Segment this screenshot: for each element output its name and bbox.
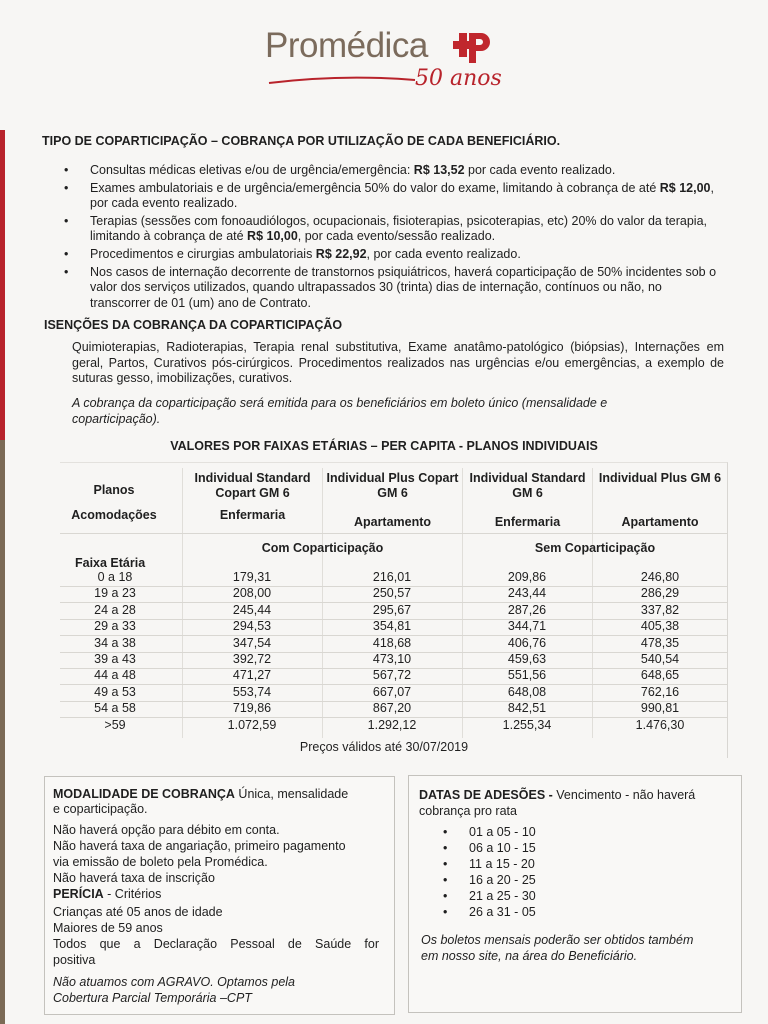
adesoes-line: cobrança pro rata <box>419 804 517 818</box>
list-item: • 11 a 15 - 20 <box>443 856 536 872</box>
isencoes-title: ISENÇÕES DA COBRANÇA DA COPARTICIPAÇÃO <box>44 318 343 332</box>
coparticipacao-list <box>62 163 724 313</box>
list-item: • 26 a 31 - 05 <box>443 904 536 920</box>
adesoes-dates <box>443 824 536 920</box>
group-sem-coparticipacao: Sem Coparticipação <box>534 541 656 555</box>
faixa-etaria-cell: 29 a 33 <box>94 619 136 634</box>
row-divider <box>60 652 727 653</box>
price-cell: 286,29 <box>640 586 680 601</box>
logo-swoosh <box>267 72 417 86</box>
logo-cross-icon <box>453 30 491 66</box>
header-divider <box>60 533 727 534</box>
plan-name: Individual Plus GM 6 <box>598 471 722 485</box>
row-divider <box>60 619 727 620</box>
list-item: • Procedimentos e cirurgias ambulatoriais R$ 22,92, por cada evento realizado. <box>62 247 724 263</box>
price-cell: 540,54 <box>640 652 680 666</box>
taxa-note: via emissão de boleto pela Promédica. <box>53 855 268 869</box>
faixa-etaria-cell: 49 a 53 <box>94 684 136 699</box>
group-com-coparticipacao: Com Coparticipação <box>261 541 384 555</box>
price-cell: 990,81 <box>640 701 680 716</box>
adesoes-box: DATAS DE ADESÕES - Vencimento - não haverá cobrança pro rata Os boletos mensais poderão ser obtidos também em nosso site, na área do Beneficiário. <box>408 775 742 1013</box>
pericia-title: PERÍCIA <box>53 887 104 901</box>
list-item: • 16 a 20 - 25 <box>443 872 536 888</box>
list-item: • Terapias (sessões com fonoaudiólogos, ocupacionais, fisioterapias, psicoterapias, etc) 20% do valor da terapia, limitando à cobrança de até R$ 10,00, por cada evento/sessão realizado. <box>62 214 724 245</box>
faixa-etaria-cell: 19 a 23 <box>94 586 136 601</box>
price-cell: 842,51 <box>507 701 547 716</box>
isencoes-text: Quimioterapias, Radioterapias, Terapia renal substitutiva, Exame anatâmo-patológico (biópsias), Internações em geral, Partos, Curativos pós-cirúrgicos. Procedimentos realizados nas urgências e/ou emergências, a exemplo de suturas gesso, imobilizações, curativos. <box>72 340 724 386</box>
price-cell: 294,53 <box>232 619 272 634</box>
plan-name: Individual Standard Copart GM 6 <box>194 471 311 500</box>
modalidade-title: MODALIDADE DE COBRANÇA <box>53 787 235 801</box>
price-cell: 392,72 <box>232 652 272 666</box>
row-divider <box>60 684 727 685</box>
promedica-logo <box>265 26 505 96</box>
modalidade-line: e coparticipação. <box>53 802 148 816</box>
price-cell: 406,76 <box>507 635 547 650</box>
faixa-etaria-cell: 34 a 38 <box>94 635 136 650</box>
price-cell: 216,01 <box>372 570 412 584</box>
faixa-etaria-cell: 39 a 43 <box>94 652 136 666</box>
pericia-criterion: positiva <box>53 953 96 967</box>
list-item: • 06 a 10 - 15 <box>443 840 536 856</box>
inscricao-note: Não haverá taxa de inscrição <box>53 871 215 885</box>
left-edge-red-band <box>0 130 5 440</box>
price-cell: 478,35 <box>640 635 680 650</box>
modalidade-box: MODALIDADE DE COBRANÇA Única, mensalidade e coparticipação. Não haverá opção para débito em conta. Não haverá taxa de angariação, primeiro pagamento via emissão de boleto pela Promédica. Não haverá taxa de inscrição PERÍCIA - Critérios Crianças até 05 anos de idade Maiores de 59 anos Todos que a Declaração Pessoal de Saúde for positiva Não atuamos com AGRAVO. Optamos pela Cobertura Parcial Temporária –CPT <box>44 776 395 1015</box>
coparticipacao-title: TIPO DE COPARTICIPAÇÃO – COBRANÇA POR UTILIZAÇÃO DE CADA BENEFICIÁRIO. <box>42 134 561 148</box>
price-cell: 347,54 <box>232 635 272 650</box>
agravo-note: Não atuamos com AGRAVO. Optamos pela <box>53 975 296 989</box>
list-item: • 21 a 25 - 30 <box>443 888 536 904</box>
price-cell: 354,81 <box>372 619 412 634</box>
faixa-etaria-cell: 0 a 18 <box>97 570 133 584</box>
plan-name: Individual Standard GM 6 <box>469 471 586 500</box>
debito-note: Não haverá opção para débito em conta. <box>53 823 280 837</box>
plan-acomodacao: Enfermaria <box>219 508 286 522</box>
price-cell: 337,82 <box>640 602 680 617</box>
faixa-etaria-cell: 54 a 58 <box>94 701 136 716</box>
price-cell: 344,71 <box>507 619 547 634</box>
price-cell: 1.255,34 <box>502 717 552 732</box>
faixa-etaria-cell: >59 <box>104 717 126 732</box>
plan-acomodacao: Apartamento <box>353 515 432 529</box>
price-cell: 667,07 <box>372 684 412 699</box>
left-edge-brown-band <box>0 440 5 1024</box>
row-divider <box>60 668 727 669</box>
price-cell: 418,68 <box>372 635 412 650</box>
header-acomodacoes: Acomodações <box>71 508 157 522</box>
logo-wordmark: Promédica <box>265 26 428 65</box>
row-divider <box>60 717 727 718</box>
boletos-note: Os boletos mensais poderão ser obtidos também <box>421 933 694 947</box>
price-cell: 1.292,12 <box>367 717 417 732</box>
price-cell: 719,86 <box>232 701 272 716</box>
agravo-note: Cobertura Parcial Temporária –CPT <box>53 991 252 1005</box>
header-planos: Planos <box>93 483 135 497</box>
price-cell: 471,27 <box>232 668 272 683</box>
boletos-note: em nosso site, na área do Beneficiário. <box>421 949 638 963</box>
pericia-criterion: Maiores de 59 anos <box>53 921 163 935</box>
price-cell: 295,67 <box>372 602 412 617</box>
plan-name: Individual Plus Copart GM 6 <box>326 471 459 500</box>
list-item: • 01 a 05 - 10 <box>443 824 536 840</box>
price-cell: 250,57 <box>372 586 412 601</box>
plan-acomodacao: Enfermaria <box>494 515 561 529</box>
price-cell: 553,74 <box>232 684 272 699</box>
price-cell: 473,10 <box>372 652 412 666</box>
row-divider <box>60 586 727 587</box>
price-cell: 245,44 <box>232 602 272 617</box>
faixa-etaria-cell: 24 a 28 <box>94 602 136 617</box>
taxa-note: Não haverá taxa de angariação, primeiro pagamento <box>53 839 346 853</box>
price-cell: 867,20 <box>372 701 412 716</box>
logo-anniversary: 50 anos <box>415 66 502 91</box>
pericia-criterion: Todos que a Declaração Pessoal de Saúde for <box>53 937 379 951</box>
price-cell: 405,38 <box>640 619 680 634</box>
price-cell: 648,65 <box>640 668 680 683</box>
price-cell: 209,86 <box>507 570 547 584</box>
boleto-unico-note: A cobrança da coparticipação será emitida para os beneficiários em boleto único (mensalidade e coparticipação). <box>72 396 608 426</box>
price-cell: 246,80 <box>640 570 680 584</box>
list-item: • Nos casos de internação decorrente de transtornos psiquiátricos, haverá coparticipação de 50% incidentes sob o valor dos serviços utilizados, quando ultrapassados 30 (trinta) dias de internação, contínuos ou não, no transcorrer de 01 (um) ano de Contrato. <box>62 265 724 312</box>
price-cell: 567,72 <box>372 668 412 683</box>
list-item: • Exames ambulatoriais e de urgência/emergência 50% do valor do exame, limitando à cobrança de até R$ 12,00, por cada evento realizado. <box>62 181 724 212</box>
price-cell: 762,16 <box>640 684 680 699</box>
price-cell: 287,26 <box>507 602 547 617</box>
price-cell: 1.476,30 <box>635 717 685 732</box>
row-divider <box>60 635 727 636</box>
price-cell: 648,08 <box>507 684 547 699</box>
row-divider <box>60 602 727 603</box>
validity-note: Preços válidos até 30/07/2019 <box>299 740 469 754</box>
price-cell: 179,31 <box>232 570 272 584</box>
faixa-etaria-cell: 44 a 48 <box>94 668 136 683</box>
plan-acomodacao: Apartamento <box>621 515 699 529</box>
price-cell: 208,00 <box>232 586 272 601</box>
list-item: • Consultas médicas eletivas e/ou de urgência/emergência: R$ 13,52 por cada evento realizado. <box>62 163 724 179</box>
price-cell: 459,63 <box>507 652 547 666</box>
pericia-criterion: Crianças até 05 anos de idade <box>53 905 223 919</box>
price-cell: 1.072,59 <box>227 717 277 732</box>
header-faixa-etaria: Faixa Etária <box>75 556 146 570</box>
adesoes-title: DATAS DE ADESÕES - <box>419 788 553 802</box>
table-title: VALORES POR FAIXAS ETÁRIAS – PER CAPITA - PLANOS INDIVIDUAIS <box>170 439 598 453</box>
row-divider <box>60 701 727 702</box>
price-cell: 551,56 <box>507 668 547 683</box>
price-cell: 243,44 <box>507 586 547 601</box>
